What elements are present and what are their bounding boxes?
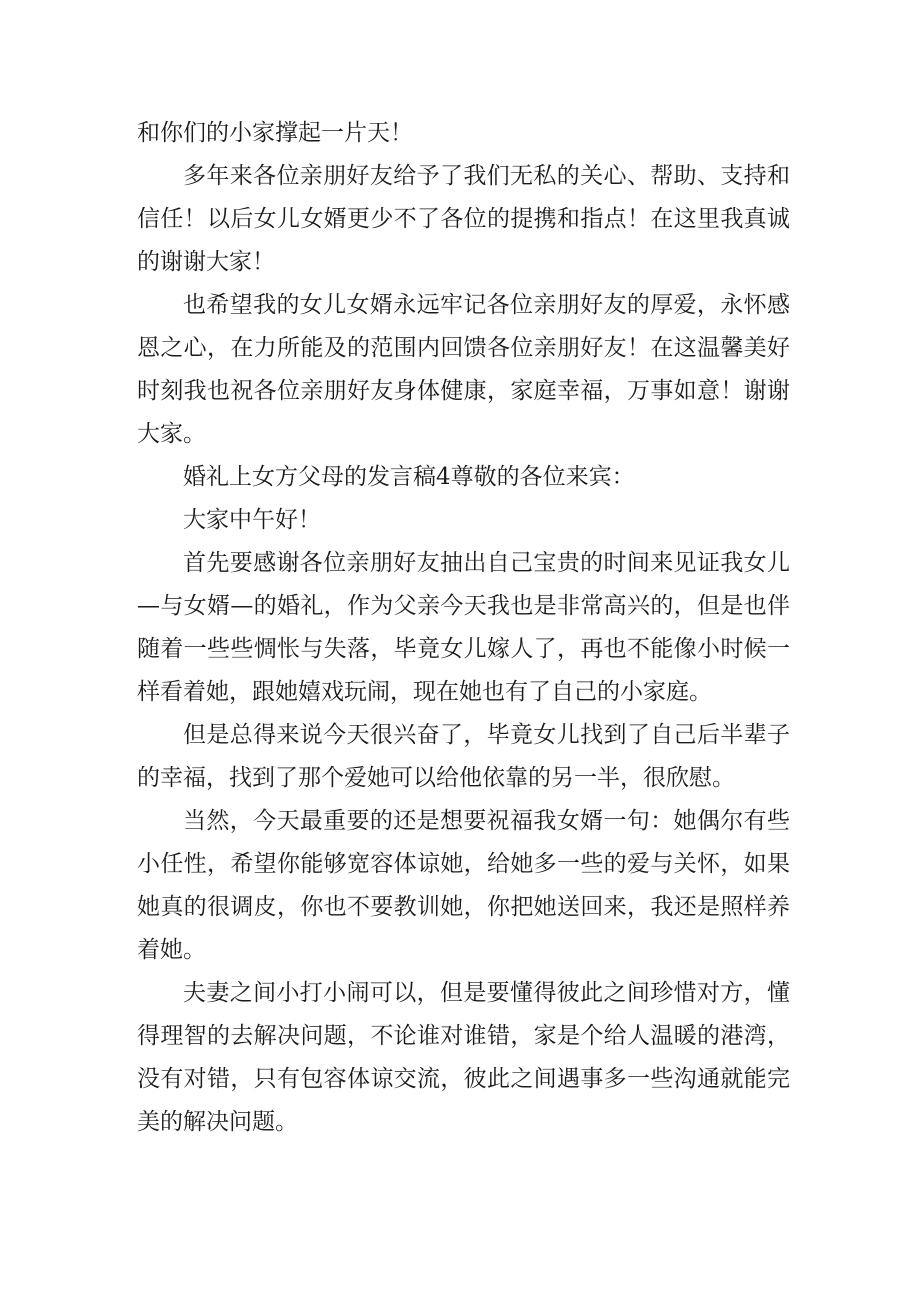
paragraph-opening-thanks: 首先要感谢各位亲朋好友抽出自己宝贵的时间来见证我女儿—与女婿—的婚礼，作为父亲今天我也是非常高兴的，但是也伴随着一些些惆怅与失落，毕竟女儿嫁人了，再也不能像小时候一样看着她，跟她嬉戏玩闹，现在她也有了自己的小家庭。 [137, 550, 790, 705]
paragraph-hope-gratitude: 也希望我的女儿女婿永远牢记各位亲朋好友的厚爱，永怀感恩之心，在力所能及的范围内回馈各位亲朋好友！在这温馨美好时刻我也祝各位亲朋好友身体健康，家庭幸福，万事如意！谢谢大家。 [137, 292, 790, 447]
paragraph-blessing-son-in-law: 当然，今天最重要的还是想要祝福我女婿一句：她偶尔有些小任性，希望你能够宽容体谅她，给她多一些的爱与关怀，如果她真的很调皮，你也不要教训她，你把她送回来，我还是照样养着她。 [137, 808, 790, 963]
paragraph-marriage-advice: 夫妻之间小打小闹可以，但是要懂得彼此之间珍惜对方，懂得理智的去解决问题，不论谁对谁错，家是个给人温暖的港湾，没有对错，只有包容体谅交流，彼此之间遇事多一些沟通就能完美的解决问题。 [137, 980, 790, 1135]
paragraph-happiness: 但是总得来说今天很兴奋了，毕竟女儿找到了自己后半辈子的幸福，找到了那个爱她可以给他依靠的另一半，很欣慰。 [137, 722, 790, 791]
paragraph-continuation: 和你们的小家撑起一片天！ [137, 120, 413, 146]
document-body [137, 112, 790, 1144]
paragraph-greeting: 大家中午好！ [183, 507, 321, 533]
paragraph-speech-title: 婚礼上女方父母的发言稿4尊敬的各位来宾： [183, 464, 635, 490]
paragraph-thanks-friends: 多年来各位亲朋好友给予了我们无私的关心、帮助、支持和信任！以后女儿女婿更少不了各位的提携和指点！在这里我真诚的谢谢大家！ [137, 163, 790, 275]
